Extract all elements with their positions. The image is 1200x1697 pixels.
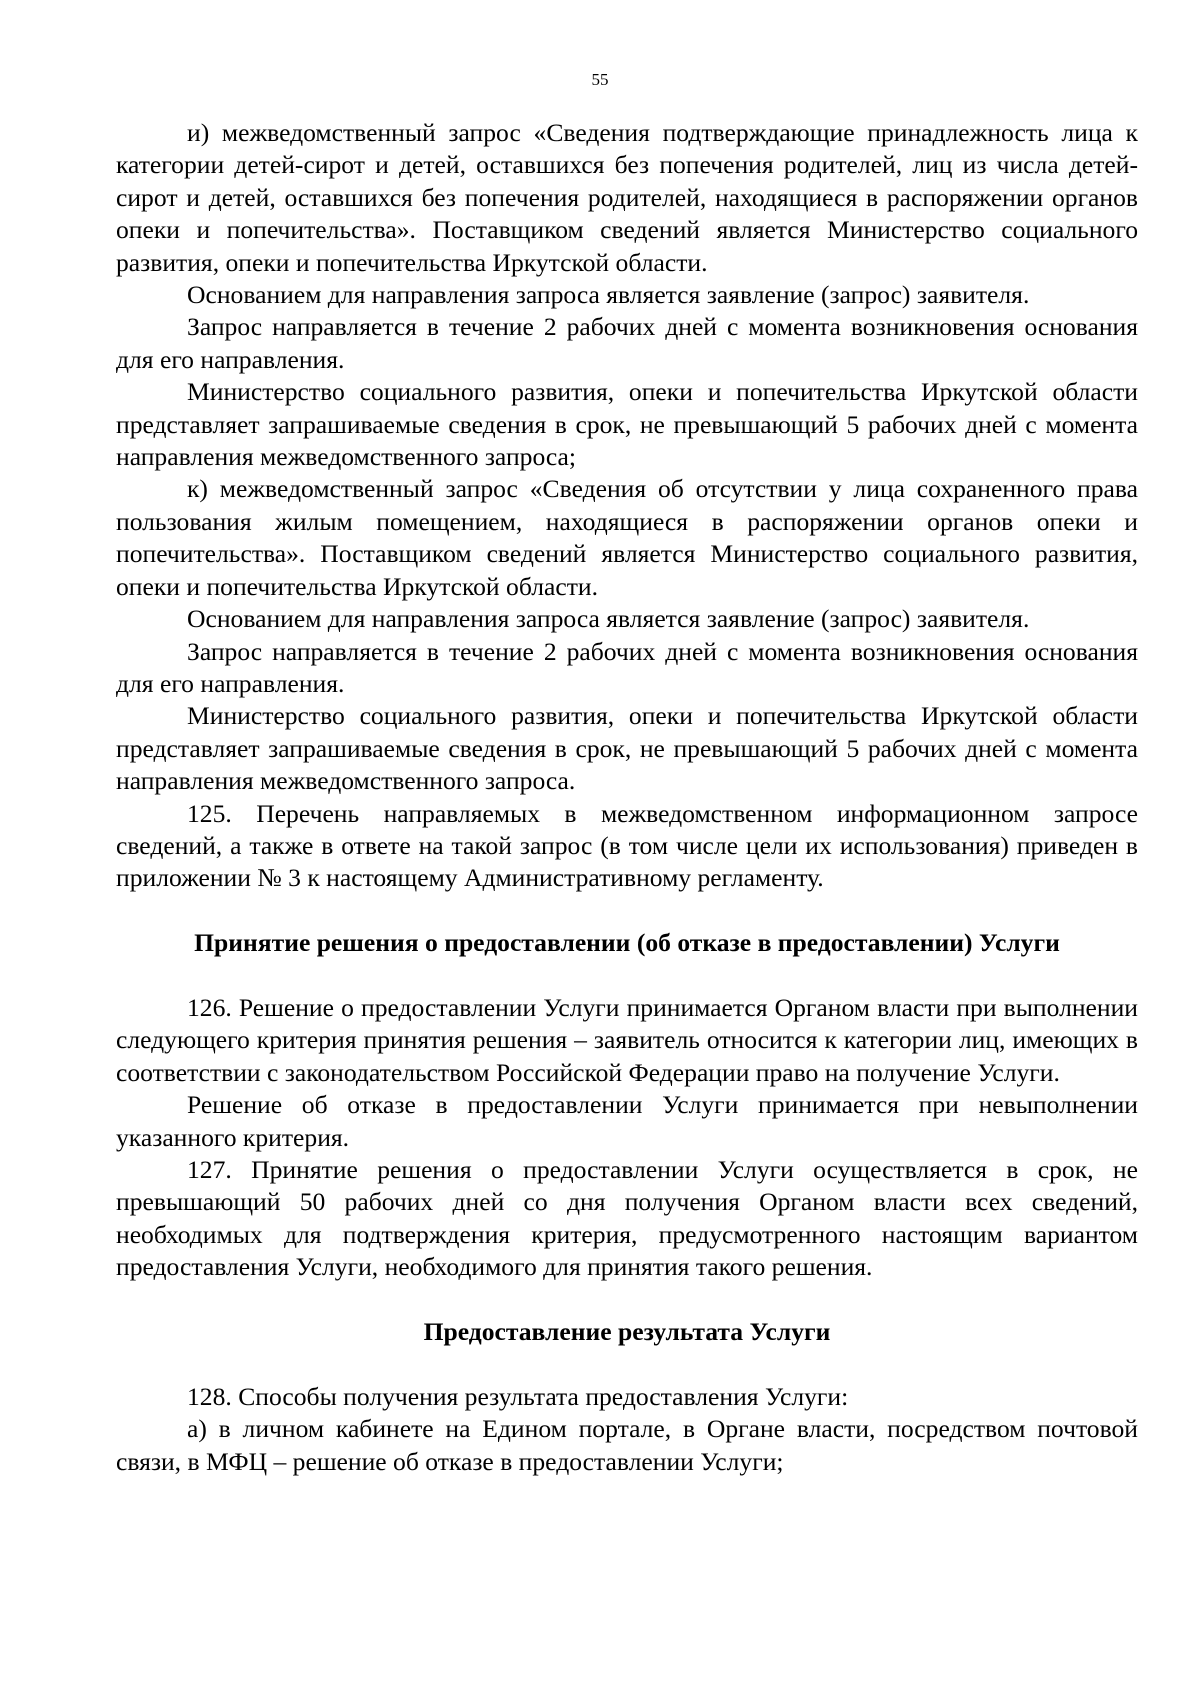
section-heading-result: Предоставление результата Услуги xyxy=(423,1316,831,1346)
spacer xyxy=(116,1348,1138,1380)
paragraph-ministry-response: Министерство социального развития, опеки и попечительства Иркутской области представляет запрашиваемые сведения в срок, не превышающий 5 рабочих дней с момента направления межведомственного запроса. xyxy=(116,701,1138,796)
paragraph-basis: Основанием для направления запроса является заявление (запрос) заявителя. xyxy=(187,604,1030,634)
spacer xyxy=(116,960,1138,992)
paragraph-k-request: к) межведомственный запрос «Сведения об отсутствии у лица сохраненного права пользования жилым помещением, находящиеся в распоряжении органов опеки и попечительства». Поставщиком сведений является Министерство социального развития, опеки и попечительства Иркутской области. xyxy=(116,474,1138,601)
paragraph-127: 127. Принятие решения о предоставлении Услуги осуществляется в срок, не превышающий 50 рабочих дней со дня получения Органом власти всех сведений, необходимых для подтверждения критерия, предусмотренного настоящим вариантом предоставления Услуги, необходимого для принятия такого решения. xyxy=(116,1154,1138,1282)
spacer xyxy=(116,1284,1138,1316)
paragraph-timing: Запрос направляется в течение 2 рабочих дней с момента возникновения основания для его направления. xyxy=(116,636,1138,698)
section-heading-decision: Принятие решения о предоставлении (об отказе в предоставлении) Услуги xyxy=(194,928,1060,958)
paragraph-i-request: и) межведомственный запрос «Сведения подтверждающие принадлежность лица к категории детей-сирот и детей, оставшихся без попечения родителей, лиц из числа детей-сирот и детей, оставшихся без попечения родителей, находящиеся в распоряжении органов опеки и попечительства». Поставщиком сведений является Министерство социального развития, опеки и попечительства Иркутской области. xyxy=(116,118,1138,277)
spacer xyxy=(116,895,1138,927)
document-body xyxy=(116,117,1138,1478)
paragraph-128: 128. Способы получения результата предоставления Услуги: xyxy=(187,1381,849,1411)
paragraph-refusal: Решение об отказе в предоставлении Услуги принимается при невыполнении указанного критерия. xyxy=(116,1090,1138,1152)
paragraph-ministry-response: Министерство социального развития, опеки и попечительства Иркутской области представляет запрашиваемые сведения в срок, не превышающий 5 рабочих дней с момента направления межведомственного запроса; xyxy=(116,377,1138,472)
paragraph-timing: Запрос направляется в течение 2 рабочих дней с момента возникновения основания для его направления. xyxy=(116,312,1138,374)
paragraph-basis: Основанием для направления запроса является заявление (запрос) заявителя. xyxy=(187,280,1030,310)
paragraph-126: 126. Решение о предоставлении Услуги принимается Органом власти при выполнении следующего критерия принятия решения – заявитель относится к категории лиц, имеющих в соответствии с законодательством Российской Федерации право на получение Услуги. xyxy=(116,992,1138,1087)
paragraph-125: 125. Перечень направляемых в межведомственном информационном запросе сведений, а также в ответе на такой запрос (в том числе цели их использования) приведен в приложении № 3 к настоящему Административному регламенту. xyxy=(116,798,1138,893)
paragraph-128-a: а) в личном кабинете на Едином портале, в Органе власти, посредством почтовой связи, в МФЦ – решение об отказе в предоставлении Услуги; xyxy=(116,1414,1138,1476)
page-number: 55 xyxy=(591,70,609,89)
